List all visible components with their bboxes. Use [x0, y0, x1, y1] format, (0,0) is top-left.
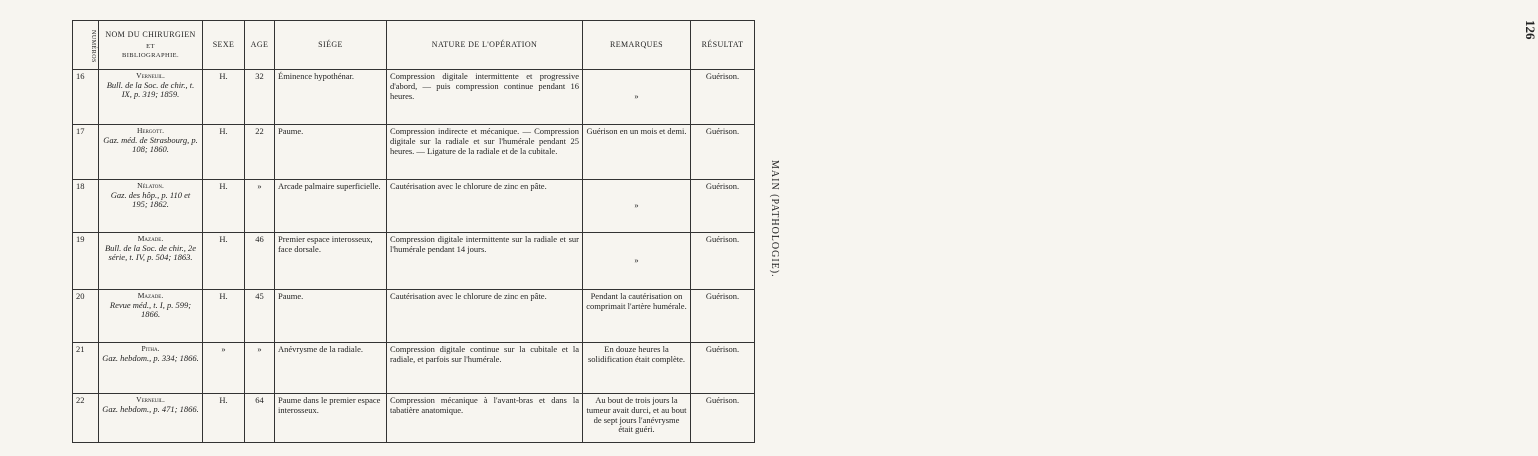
- surgeon-cell: [99, 394, 203, 443]
- row-number: 18: [73, 180, 99, 233]
- header-chirurgien: NOM DU CHIRURGIEN ET BIBLIOGRAPHIE.: [99, 21, 203, 70]
- bibliography: Gaz. hebdom., p. 334; 1866.: [102, 352, 199, 363]
- bibliography: Gaz. hebdom., p. 471; 1866.: [102, 403, 199, 414]
- remarks-cell: »: [583, 180, 691, 233]
- remarks-cell: Pendant la cautérisation on comprimait l'artère humérale.: [583, 290, 691, 343]
- surgeon-name: Verneuil.: [136, 71, 165, 80]
- table-row: [73, 125, 755, 180]
- row-number: 17: [73, 125, 99, 180]
- site-cell: Paume.: [275, 290, 387, 343]
- header-row: [73, 21, 755, 70]
- running-head: MAIN (PATHOLOGIE).: [769, 160, 780, 278]
- surgery-table: [72, 20, 755, 443]
- header-remarques: REMARQUES: [583, 21, 691, 70]
- bibliography: Bull. de la Soc. de chir., 2e série, t. IV, p. 504; 1863.: [104, 242, 197, 263]
- surgeon-cell: [99, 70, 203, 125]
- header-numeros: NUMÉROS: [73, 21, 99, 70]
- header-siege: SIÉGE: [275, 21, 387, 70]
- site-cell: Arcade palmaire superficielle.: [275, 180, 387, 233]
- surgeon-cell: [99, 233, 203, 290]
- operation-cell: Compression digitale intermittente sur la radiale et sur l'humérale pendant 14 jours.: [387, 233, 583, 290]
- remarks-cell: Guérison en un mois et demi.: [583, 125, 691, 180]
- remarks-cell: »: [583, 70, 691, 125]
- operation-cell: Cautérisation avec le chlorure de zinc en pâte.: [387, 290, 583, 343]
- table-row: [73, 70, 755, 125]
- page-number: 126: [1523, 20, 1538, 40]
- surgeon-name: Nélaton.: [137, 181, 164, 190]
- sex-cell: H.: [203, 180, 245, 233]
- age-cell: »: [245, 180, 275, 233]
- right-margin: [760, 0, 1538, 456]
- site-cell: Éminence hypothénar.: [275, 70, 387, 125]
- surgeon-name: Pitha.: [141, 344, 160, 353]
- sex-cell: H.: [203, 290, 245, 343]
- result-cell: Guérison.: [691, 233, 755, 290]
- age-cell: 64: [245, 394, 275, 443]
- result-cell: Guérison.: [691, 70, 755, 125]
- sex-cell: H.: [203, 70, 245, 125]
- site-cell: Paume dans le premier espace interosseux.: [275, 394, 387, 443]
- surgeon-name: Verneuil.: [136, 395, 165, 404]
- row-number: 19: [73, 233, 99, 290]
- age-cell: 46: [245, 233, 275, 290]
- operation-cell: Cautérisation avec le chlorure de zinc en pâte.: [387, 180, 583, 233]
- surgeon-name: Mazade.: [137, 234, 164, 243]
- table-row: [73, 180, 755, 233]
- header-resultat: RÉSULTAT: [691, 21, 755, 70]
- bibliography: Revue méd., t. I, p. 599; 1866.: [109, 299, 192, 320]
- age-cell: »: [245, 343, 275, 394]
- surgeon-cell: [99, 180, 203, 233]
- header-age: AGE: [245, 21, 275, 70]
- result-cell: Guérison.: [691, 180, 755, 233]
- surgeon-name: Hergott.: [136, 126, 164, 135]
- bibliography: Bull. de la Soc. de chir., t. IX, p. 319; 1859.: [106, 79, 195, 100]
- remarks-cell: »: [583, 233, 691, 290]
- row-number: 21: [73, 343, 99, 394]
- surgeon-name: Mazade.: [137, 291, 164, 300]
- header-nature: NATURE DE L'OPÉRATION: [387, 21, 583, 70]
- age-cell: 32: [245, 70, 275, 125]
- sex-cell: H.: [203, 394, 245, 443]
- table-row: [73, 343, 755, 394]
- row-number: 22: [73, 394, 99, 443]
- age-cell: 45: [245, 290, 275, 343]
- result-cell: Guérison.: [691, 343, 755, 394]
- result-cell: Guérison.: [691, 125, 755, 180]
- bibliography: Gaz. des hôp., p. 110 et 195; 1862.: [110, 189, 191, 210]
- remarks-cell: Au bout de trois jours la tumeur avait durci, et au bout de sept jours l'anévrysme était guéri.: [583, 394, 691, 443]
- result-cell: Guérison.: [691, 394, 755, 443]
- bibliography: Gaz. méd. de Strasbourg, p. 108; 1860.: [103, 134, 198, 155]
- sex-cell: H.: [203, 233, 245, 290]
- operation-cell: Compression mécanique à l'avant-bras et dans la tabatière anatomique.: [387, 394, 583, 443]
- operation-cell: Compression digitale continue sur la cubitale et la radiale, et parfois sur l'humérale.: [387, 343, 583, 394]
- row-number: 16: [73, 70, 99, 125]
- operation-cell: Compression digitale intermittente et progressive d'abord, — puis compression continue pendant 16 heures.: [387, 70, 583, 125]
- sex-cell: »: [203, 343, 245, 394]
- row-number: 20: [73, 290, 99, 343]
- remarks-cell: En douze heures la solidification était complète.: [583, 343, 691, 394]
- site-cell: Premier espace interosseux, face dorsale.: [275, 233, 387, 290]
- table-row: [73, 290, 755, 343]
- table-row: [73, 233, 755, 290]
- surgeon-cell: [99, 343, 203, 394]
- age-cell: 22: [245, 125, 275, 180]
- site-cell: Paume.: [275, 125, 387, 180]
- surgeon-cell: [99, 125, 203, 180]
- operation-cell: Compression indirecte et mécanique. — Compression digitale sur la radiale et sur l'humérale pendant 25 heures. — Ligature de la radiale et de la cubitale.: [387, 125, 583, 180]
- sex-cell: H.: [203, 125, 245, 180]
- site-cell: Anévrysme de la radiale.: [275, 343, 387, 394]
- surgeon-cell: [99, 290, 203, 343]
- header-sexe: SEXE: [203, 21, 245, 70]
- table-row: [73, 394, 755, 443]
- result-cell: Guérison.: [691, 290, 755, 343]
